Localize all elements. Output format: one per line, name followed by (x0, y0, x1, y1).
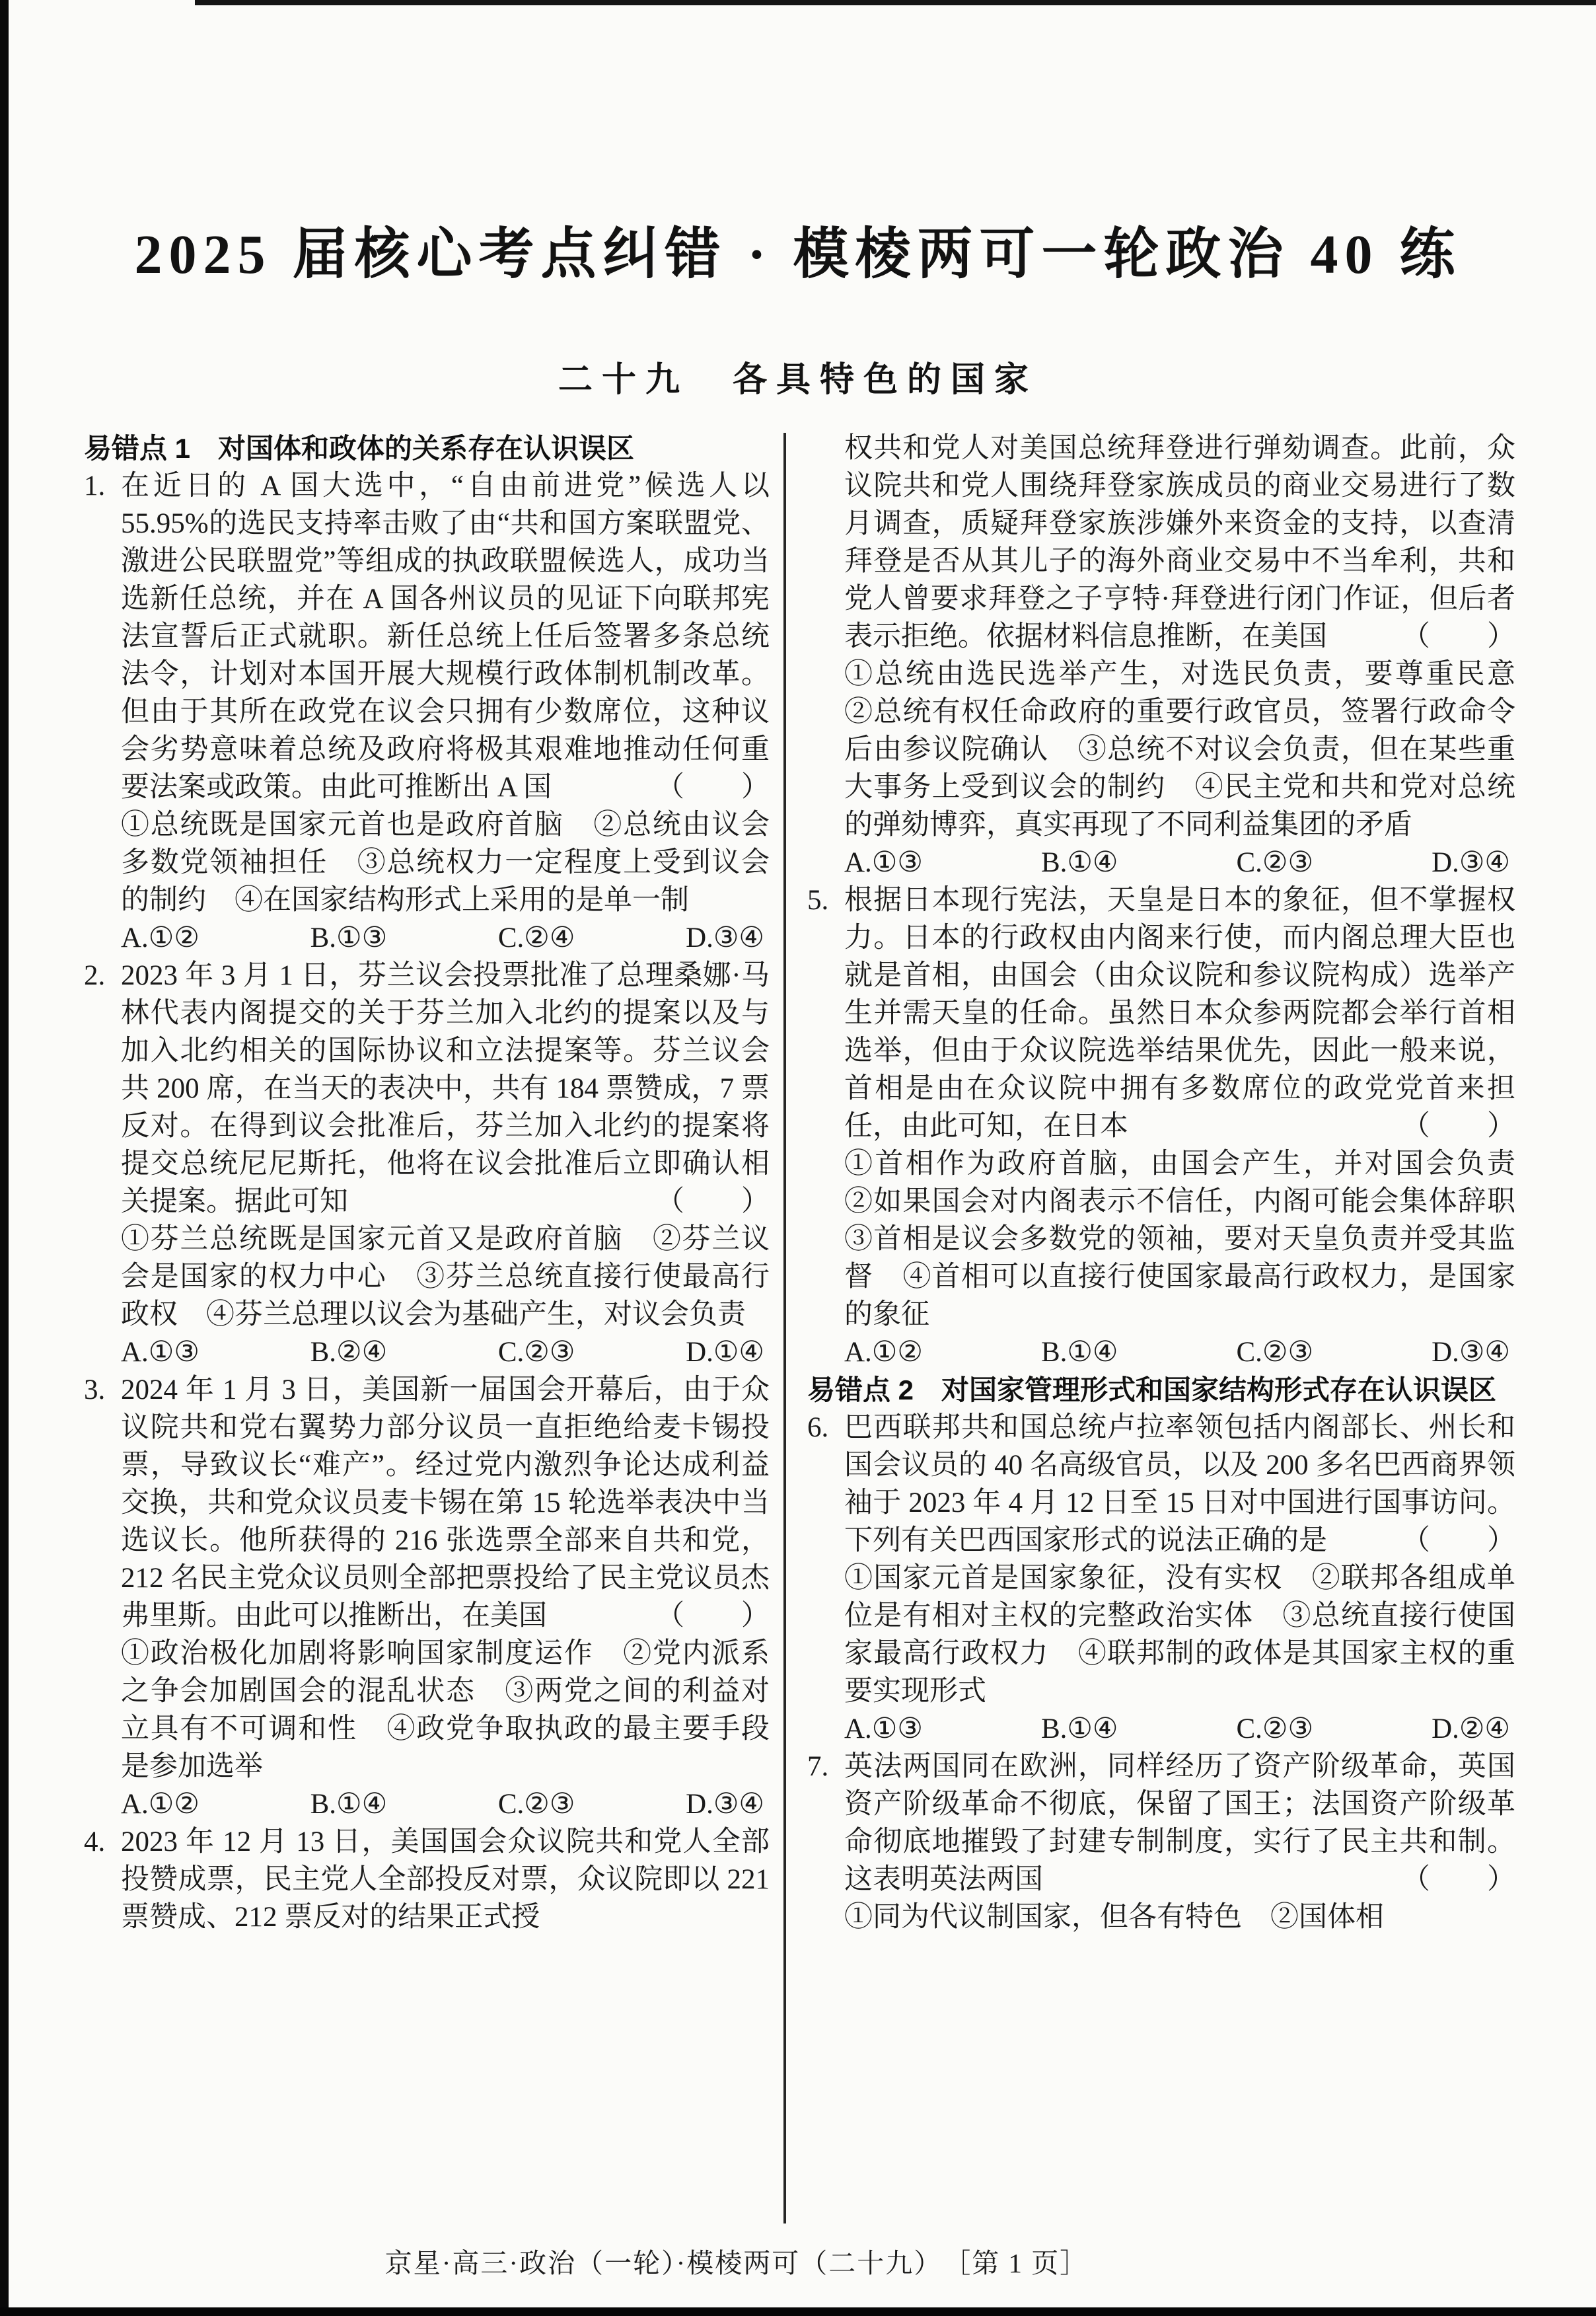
column-divider (783, 433, 786, 2223)
option-b: B.①④ (1040, 1337, 1118, 1368)
question-number: 4. (84, 1826, 106, 1857)
question-text: 在近日的 A 国大选中，“自由前进党”候选人以 55.95%的选民支持率击败了由“共和国方案联盟党、激进公民联盟党”等组成的执政联盟候选人，成功当选新任总统，并在 A 国各州议员的见证下向联邦宪法宣誓后正式就职。新任总统上任后签署多条总统法令，计划对本国开展大规模行政体制机制改革。但由于其所在政党在议会只拥有少数席位，这种议会劣势意味着总统及政府将极其艰难地推动任何重要法案或政策。由此可推断出 A 国 (121, 470, 770, 803)
option-c: C.②④ (497, 922, 575, 953)
question-number: 7. (807, 1751, 829, 1782)
question-number: 6. (807, 1412, 829, 1443)
choice-items: ①芬兰总统既是国家元首又是政府首脑 ②芬兰议会是国家的权力中心 ③芬兰总统直接行使最高行政权 ④芬兰总理以议会为基础产生，对议会负责 (121, 1224, 770, 1330)
answer-bracket: （ ） (656, 772, 770, 803)
error-point-heading: 易错点 1 对国体和政体的关系存在认识误区 (84, 433, 635, 464)
question-text: 巴西联邦共和国总统卢拉率领包括内阁部长、州长和国会议员的 40 名高级官员，以及 200 多名巴西商界领袖于 2023 年 4 月 12 日至 15 日对中国进行国事访问。下列有关巴西国家形式的说法正确的是 (844, 1412, 1515, 1556)
left-column (84, 430, 770, 1936)
option-b: B.①④ (310, 1789, 388, 1820)
question-stem (84, 1823, 770, 1936)
right-column (807, 430, 1544, 1936)
answer-bracket: （ ） (656, 1186, 770, 1217)
question-stem (807, 1748, 1515, 1898)
question-text: 2023 年 3 月 1 日，芬兰议会投票批准了总理桑娜·马林代表内阁提交的关于芬兰加入北约的提案以及与加入北约相关的国际协议和立法提案等。芬兰议会共 200 席，在当天的表决中，共有 184 票赞成，7 票反对。在得到议会批准后，芬兰加入北约的提案将提交总统尼尼斯托，他将在议会批准后立即确认相关提案。据此可知 (121, 960, 770, 1217)
question-stem (84, 957, 770, 1220)
page-title: 2025 届核心考点纠错 · 模棱两可一轮政治 40 练 (134, 224, 1462, 286)
scan-edge-bottom (0, 2307, 1596, 2316)
option-c: C.②③ (497, 1337, 575, 1368)
scan-edge-top (195, 0, 1596, 5)
option-a: A.①③ (844, 1713, 923, 1744)
option-d: D.③④ (686, 922, 764, 953)
option-b: B.①④ (1040, 1713, 1118, 1744)
question-number: 3. (84, 1374, 106, 1405)
options-row (84, 1785, 770, 1823)
question-number: 5. (807, 885, 829, 916)
answer-bracket: （ ） (656, 1600, 770, 1631)
options-row (807, 844, 1515, 881)
choice-items: ①同为代议制国家，但各有特色 ②国体相 (844, 1902, 1384, 1933)
error-point-heading: 易错点 2 对国家管理形式和国家结构形式存在认识误区 (807, 1374, 1497, 1405)
option-a: A.①② (121, 1789, 200, 1820)
option-c: C.②③ (1236, 1713, 1314, 1744)
question-stem (807, 881, 1515, 1145)
option-b: B.①③ (310, 922, 388, 953)
option-b: B.①④ (1040, 847, 1118, 878)
option-d: D.③④ (1432, 847, 1510, 878)
question-stem (84, 467, 770, 806)
question-number: 1. (84, 470, 106, 502)
option-d: D.③④ (1432, 1337, 1510, 1368)
option-b: B.②④ (310, 1337, 388, 1368)
option-a: A.①② (121, 922, 200, 953)
choice-items: ①总统既是国家元首也是政府首脑 ②总统由议会多数党领袖担任 ③总统权力一定程度上受到议会的制约 ④在国家结构形式上采用的是单一制 (121, 809, 770, 916)
question-stem (807, 430, 1515, 655)
choice-items: ①首相作为政府首脑，由国会产生，并对国会负责 ②如果国会对内阁表示不信任，内阁可能会集体辞职 ③首相是议会多数党的领袖，要对天皇负责并受其监督 ④首相可以直接行使国家最高行政权力，是国家的象征 (844, 1148, 1544, 1330)
question-text: 权共和党人对美国总统拜登进行弹劾调查。此前，众议院共和党人围绕拜登家族成员的商业交易进行了数月调查，质疑拜登家族涉嫌外来资金的支持，以查清拜登是否从其儿子的海外商业交易中不当牟利，共和党人曾要求拜登之子亨特·拜登进行闭门作证，但后者表示拒绝。依据材料信息推断，在美国 (844, 433, 1515, 652)
option-d: D.①④ (686, 1337, 764, 1368)
options-row (84, 1333, 770, 1371)
question-text: 根据日本现行宪法，天皇是日本的象征，但不掌握权力。日本的行政权由内阁来行使，而内阁总理大臣也就是首相，由国会（由众议院和参议院构成）选举产生并需天皇的任命。虽然日本众参两院都会举行首相选举，但由于众议院选举结果优先，因此一般来说，首相是由在众议院中拥有多数席位的政党党首来担任，由此可知，在日本 (844, 885, 1515, 1142)
option-c: C.②③ (1236, 847, 1314, 878)
section-title: 二十九 各具特色的国家 (558, 361, 1038, 400)
options-row (807, 1710, 1515, 1748)
option-d: D.③④ (686, 1789, 764, 1820)
question-number: 2. (84, 960, 106, 991)
answer-bracket: （ ） (1402, 621, 1515, 652)
option-a: A.①② (844, 1337, 923, 1368)
answer-bracket: （ ） (1402, 1111, 1515, 1142)
option-a: A.①③ (844, 847, 923, 878)
option-c: C.②③ (497, 1789, 575, 1820)
question-text: 2024 年 1 月 3 日，美国新一届国会开幕后，由于众议院共和党右翼势力部分议员一直拒绝给麦卡锡投票，导致议长“难产”。经过党内激烈争论达成利益交换，共和党众议员麦卡锡在第 15 轮选举表决中当选议长。他所获得的 216 张选票全部来自共和党，212 名民主党众议员则全部把票投给了民主党议员杰弗里斯。由此可以推断出，在美国 (121, 1374, 770, 1631)
question-text: 英法两国同在欧洲，同样经历了资产阶级革命，英国资产阶级革命不彻底，保留了国王；法国资产阶级革命彻底地摧毁了封建专制制度，实行了民主共和制。这表明英法两国 (844, 1751, 1515, 1895)
question-stem (807, 1409, 1515, 1559)
options-row (807, 1333, 1515, 1371)
option-a: A.①③ (121, 1337, 200, 1368)
option-d: D.②④ (1432, 1713, 1510, 1744)
choice-items: ①国家元首是国家象征，没有实权 ②联邦各组成单位是有相对主权的完整政治实体 ③总统直接行使国家最高行政权力 ④联邦制的政体是其国家主权的重要实现形式 (844, 1563, 1515, 1707)
question-stem (84, 1371, 770, 1635)
footer-line: 京星·高三·政治（一轮）·模棱两可（二十九） ［第 1 页］ (384, 2248, 1089, 2278)
answer-bracket: （ ） (1402, 1525, 1515, 1556)
choice-items: ①总统由选民选举产生，对选民负责，要尊重民意 ②总统有权任命政府的重要行政官员，签署行政命令后由参议院确认 ③总统不对议会负责，但在某些重大事务上受到议会的制约 ④民主党和共和党对总统的弹劾博弈，真实再现了不同利益集团的矛盾 (844, 659, 1544, 840)
question-text: 2023 年 12 月 13 日，美国国会众议院共和党人全部投赞成票，民主党人全部投反对票，众议院即以 221 票赞成、212 票反对的结果正式授 (121, 1826, 770, 1933)
options-row (84, 919, 770, 957)
answer-bracket: （ ） (1402, 1864, 1515, 1895)
choice-items: ①政治极化加剧将影响国家制度运作 ②党内派系之争会加剧国会的混乱状态 ③两党之间的利益对立具有不可调和性 ④政党争取执政的最主要手段是参加选举 (121, 1638, 770, 1782)
option-c: C.②③ (1236, 1337, 1314, 1368)
scan-edge-left (0, 0, 9, 2316)
